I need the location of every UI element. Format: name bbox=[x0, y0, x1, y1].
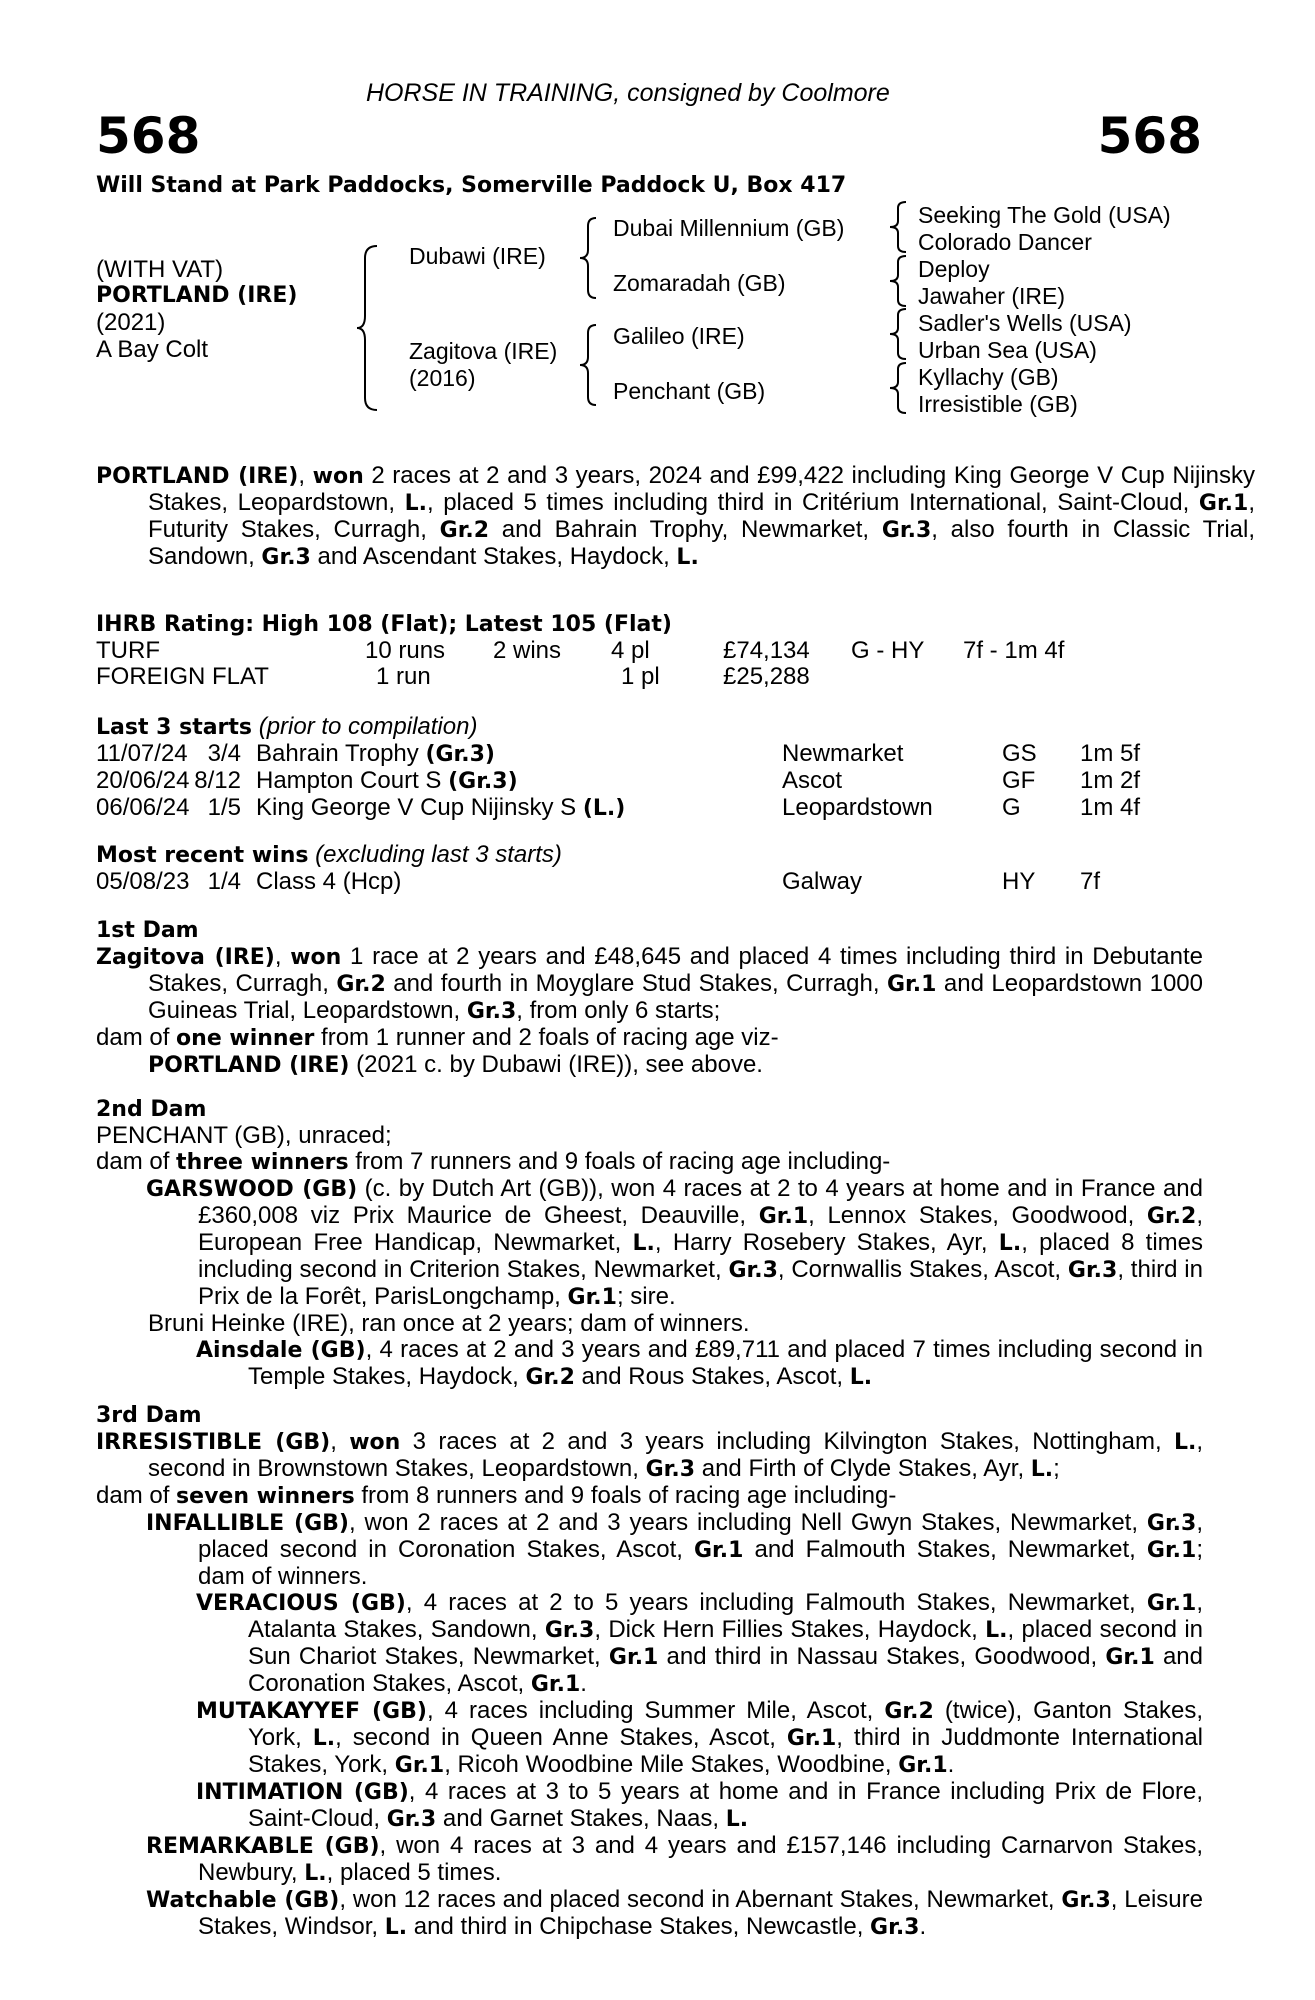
g3-brace-4 bbox=[888, 361, 910, 415]
pedigree-sire-sire: Dubai Millennium (GB) bbox=[613, 215, 845, 241]
summary-won: won bbox=[312, 464, 364, 489]
horse-name: PORTLAND (IRE) bbox=[96, 283, 298, 308]
page-header: HORSE IN TRAINING, consigned by Coolmore bbox=[366, 79, 890, 107]
pedigree-g3-6: Urban Sea (USA) bbox=[918, 337, 1097, 363]
ainsdale-record: Ainsdale (GB), 4 races at 2 and 3 years and £89,711 and placed 7 times including second in Temple Stakes, Haydock, Gr.2 and Rous Stakes, Ascot, L. bbox=[196, 1336, 1203, 1390]
g3-brace-1 bbox=[888, 200, 910, 254]
pedigree-g3-2: Colorado Dancer bbox=[918, 229, 1092, 255]
table-row: 06/06/24 1/5 King George V Cup Nijinsky S (L.) Leopardstown G 1m 4f bbox=[96, 794, 1141, 821]
race-summary: PORTLAND (IRE), won 2 races at 2 and 3 years, 2024 and £99,422 including King George V Cup Nijinsky Stakes, Leopardstown, L., placed 5 times including third in Critérium International, Saint-Cloud, Gr.1, Futurity Stakes, Curragh, Gr.2 and Bahrain Trophy, Newmarket, Gr.3, also fourth in Classic Trial, Sandown, Gr.3 and Ascendant Stakes, Haydock, L. bbox=[96, 462, 1256, 570]
rating-section bbox=[96, 612, 1203, 690]
pedigree-main-brace bbox=[355, 244, 385, 412]
pedigree-dam-sire: Galileo (IRE) bbox=[613, 323, 745, 349]
recent-note: (excluding last 3 starts) bbox=[315, 841, 562, 868]
first-dam-title: 1st Dam bbox=[96, 918, 199, 943]
g3-brace-3 bbox=[888, 307, 910, 361]
last3-table bbox=[96, 741, 1140, 822]
pedigree-dam-dam: Penchant (GB) bbox=[613, 378, 766, 404]
last3-note: (prior to compilation) bbox=[258, 713, 478, 740]
bruni-heinke-record: Bruni Heinke (IRE), ran once at 2 years; dam of winners. bbox=[148, 1310, 750, 1337]
recent-table bbox=[96, 869, 1100, 895]
third-dam-produce: dam of seven winners from 8 runners and 9 foals of racing age including- bbox=[96, 1482, 897, 1509]
remarkable-record: REMARKABLE (GB), won 4 races at 3 and 4 years and £157,146 including Carnarvon Stakes, Newbury, L., placed 5 times. bbox=[146, 1832, 1204, 1886]
veracious-record: VERACIOUS (GB), 4 races at 2 to 5 years including Falmouth Stakes, Newmarket, Gr.1, Atalanta Stakes, Sandown, Gr.3, Dick Hern Fillies Stakes, Haydock, L., placed second in Sun Chariot Stakes, Newmarket, Gr.1 and third in Nassau Stakes, Goodwood, Gr.1 and Coronation Stakes, Ascot, Gr.1. bbox=[196, 1589, 1204, 1697]
pedigree-dam: Zagitova (IRE) bbox=[409, 338, 558, 364]
second-dam-produce: dam of three winners from 7 runners and 9 foals of racing age including- bbox=[96, 1148, 891, 1175]
table-row: 11/07/24 3/4 Bahrain Trophy (Gr.3) Newmarket GS 1m 5f bbox=[96, 740, 1141, 767]
table-row: 20/06/24 8/12 Hampton Court S (Gr.3) Ascot GF 1m 2f bbox=[96, 767, 1141, 794]
dam-brace bbox=[578, 323, 600, 407]
watchable-record: Watchable (GB), won 12 races and placed second in Abernant Stakes, Newmarket, Gr.3, Leisure Stakes, Windsor, L. and third in Chipchase Stakes, Newcastle, Gr.3. bbox=[146, 1886, 1203, 1940]
third-dam-title: 3rd Dam bbox=[96, 1403, 202, 1428]
stand-location: Will Stand at Park Paddocks, Somerville Paddock U, Box 417 bbox=[96, 173, 847, 198]
last3-title: Last 3 starts bbox=[96, 715, 253, 740]
recent-title: Most recent wins bbox=[96, 843, 309, 868]
pedigree-dam-year: (2016) bbox=[409, 365, 476, 391]
pedigree-g3-1: Seeking The Gold (USA) bbox=[918, 202, 1171, 228]
vat-note: (WITH VAT) bbox=[96, 256, 224, 283]
second-dam-line: PENCHANT (GB), unraced; bbox=[96, 1122, 392, 1149]
first-dam-section bbox=[96, 918, 1203, 1079]
third-dam-record: IRRESISTIBLE (GB), won 3 races at 2 and 3 years including Kilvington Stakes, Nottingham, L., second in Brownstown Stakes, Leopardstown, Gr.3 and Firth of Clyde Stakes, Ayr, L.; bbox=[96, 1428, 1203, 1482]
pedigree-g3-5: Sadler's Wells (USA) bbox=[918, 310, 1132, 336]
pedigree-g3-4: Jawaher (IRE) bbox=[918, 283, 1065, 309]
garswood-record: GARSWOOD (GB) (c. by Dutch Art (GB)), won 4 races at 2 to 4 years at home and in France and £360,008 viz Prix Maurice de Gheest, Deauville, Gr.1, Lennox Stakes, Goodwood, Gr.2, European Free Handicap, Newmarket, L., Harry Rosebery Stakes, Ayr, L., placed 8 times including second in Criterion Stakes, Newmarket, Gr.3, Cornwallis Stakes, Ascot, Gr.3, third in Prix de la Forêt, ParisLongchamp, Gr.1; sire. bbox=[146, 1175, 1204, 1310]
pedigree-sire-dam: Zomaradah (GB) bbox=[613, 270, 786, 296]
second-dam-section bbox=[96, 1097, 1203, 1391]
first-dam-record: Zagitova (IRE), won 1 race at 2 years and £48,645 and placed 4 times including third in Debutante Stakes, Curragh, Gr.2 and fourth in Moyglare Stud Stakes, Curragh, Gr.1 and Leopardstown 1000 Guineas Trial, Leopardstown, Gr.3, from only 6 starts; bbox=[96, 943, 1203, 1024]
pedigree-sire: Dubawi (IRE) bbox=[409, 243, 546, 269]
table-row: TURF 10 runs 2 wins 4 pl £74,134 G - HY 7f - 1m 4f bbox=[96, 637, 1065, 664]
rating-title: IHRB Rating: High 108 (Flat); Latest 105 (Flat) bbox=[96, 612, 672, 637]
horse-year: (2021) bbox=[96, 309, 166, 336]
table-row: 05/08/23 1/4 Class 4 (Hcp) Galway HY 7f bbox=[96, 868, 1101, 895]
infallible-record: INFALLIBLE (GB), won 2 races at 2 and 3 years including Nell Gwyn Stakes, Newmarket, Gr.3, placed second in Coronation Stakes, Ascot, Gr.1 and Falmouth Stakes, Newmarket, Gr.1; dam of winners. bbox=[146, 1509, 1203, 1590]
pedigree-g3-7: Kyllachy (GB) bbox=[918, 364, 1059, 390]
third-dam-section bbox=[96, 1403, 1203, 1941]
table-row: FOREIGN FLAT 1 run 1 pl £25,288 bbox=[96, 663, 810, 690]
pedigree-g3-8: Irresistible (GB) bbox=[918, 391, 1078, 417]
lot-number-right: 568 bbox=[1097, 107, 1202, 165]
summary-horse-name: PORTLAND (IRE) bbox=[96, 464, 299, 489]
horse-description: A Bay Colt bbox=[96, 336, 209, 363]
first-dam-progeny: PORTLAND (IRE) (2021 c. by Dubawi (IRE)), see above. bbox=[148, 1051, 763, 1078]
mutakayyef-record: MUTAKAYYEF (GB), 4 races including Summer Mile, Ascot, Gr.2 (twice), Ganton Stakes, York, L., second in Queen Anne Stakes, Ascot, Gr.1, third in Juddmonte International Stakes, York, Gr.1, Ricoh Woodbine Mile Stakes, Woodbine, Gr.1. bbox=[196, 1697, 1204, 1778]
intimation-record: INTIMATION (GB), 4 races at 3 to 5 years at home and in France including Prix de Flore, Saint-Cloud, Gr.3 and Garnet Stakes, Naas, L. bbox=[196, 1778, 1204, 1832]
g3-brace-2 bbox=[888, 254, 910, 308]
most-recent-wins bbox=[96, 842, 1203, 895]
last-three-starts bbox=[96, 714, 1203, 822]
rating-table bbox=[96, 638, 1064, 690]
lot-number-left: 568 bbox=[96, 107, 201, 165]
second-dam-title: 2nd Dam bbox=[96, 1097, 207, 1122]
pedigree-g3-3: Deploy bbox=[918, 256, 990, 282]
first-dam-produce: dam of one winner from 1 runner and 2 foals of racing age viz- bbox=[96, 1024, 779, 1051]
sire-brace bbox=[578, 216, 600, 300]
